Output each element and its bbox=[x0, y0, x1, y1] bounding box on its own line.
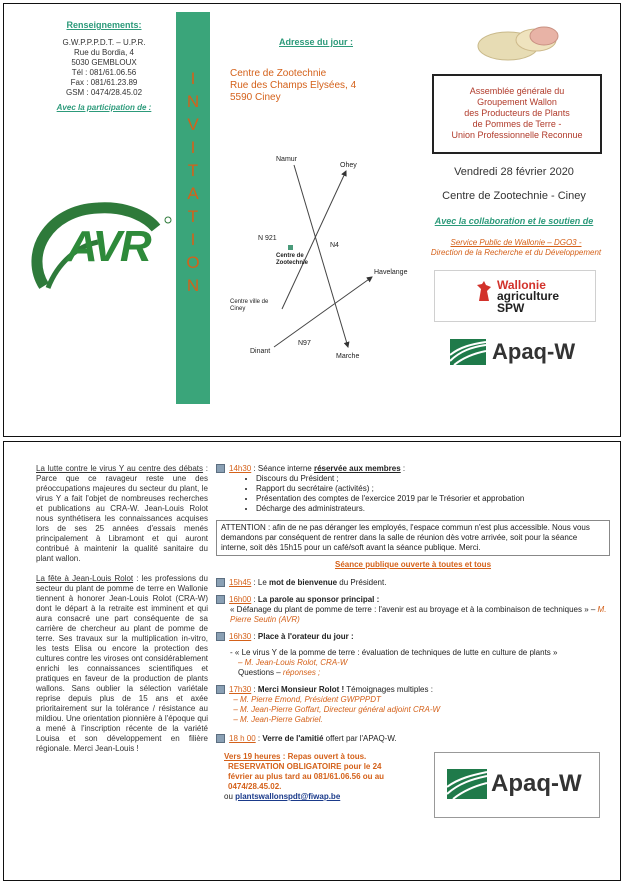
assembly-title-line: Union Professionnelle Reconnue bbox=[451, 130, 583, 140]
contact-block bbox=[34, 20, 174, 113]
left-article bbox=[36, 464, 208, 754]
schedule-text: du Président. bbox=[337, 578, 387, 587]
agenda-item: • Rapport du secrétaire (activités) ; bbox=[256, 484, 610, 494]
potatoes-illustration bbox=[474, 22, 564, 64]
apaq-text-bottom: Apaq-W bbox=[491, 770, 582, 797]
invitation-letter: I bbox=[190, 69, 196, 88]
bullet-icon bbox=[216, 578, 225, 587]
schedule-strong: La parole au sponsor principal : bbox=[257, 595, 380, 604]
address-line: Centre de Zootechnie bbox=[230, 68, 327, 79]
invitation-letter: T bbox=[187, 161, 199, 180]
schedule-text: : Séance interne bbox=[251, 464, 314, 473]
invitation-letter: I bbox=[190, 230, 196, 249]
article-virus-y-title: La lutte contre le virus Y au centre des débats bbox=[36, 464, 204, 473]
schedule-strong: réservée aux membres bbox=[313, 464, 401, 473]
contact-line: Tél : 081/61.06.56 bbox=[71, 68, 137, 77]
testimonials-list bbox=[216, 695, 610, 725]
assembly-title-line: Assemblée générale du bbox=[469, 86, 565, 96]
schedule-item-1430 bbox=[216, 464, 610, 514]
address-heading: Adresse du jour : bbox=[279, 37, 354, 47]
address-line: 5590 Ciney bbox=[230, 92, 281, 103]
apaq-field-icon bbox=[447, 769, 487, 799]
spw-line: Service Public de Wallonie – DGO3 - bbox=[450, 238, 582, 247]
testimonial-item: – M. Jean-Pierre Goffart, Directeur général adjoint CRA-W bbox=[240, 705, 610, 715]
map-label-n4: N4 bbox=[330, 242, 339, 249]
contact-line: Fax : 081/61.23.89 bbox=[70, 78, 138, 87]
schedule-item-1800: 18 h 00 : Verre de l'amitié offert par l'APAQ-W. bbox=[216, 734, 610, 744]
assembly-title-line: des Producteurs de Plants bbox=[464, 108, 570, 118]
invitation-word bbox=[176, 12, 210, 297]
internal-agenda-list bbox=[216, 474, 610, 514]
schedule-text: : Le bbox=[251, 578, 270, 587]
schedule-time: 16h30 bbox=[229, 632, 252, 641]
testimonial-item: – M. Pierre Emond, Président GWPPPDT bbox=[240, 695, 610, 705]
article-rolot-title: La fête à Jean-Louis Rolot bbox=[36, 574, 134, 583]
attention-box: ATTENTION : afin de ne pas déranger les employés, l'espace commun n'est plus accessible. Nous vous demandons par conséquent de rentrer dans la salle de réunion dès votre arrivée, soit pour la séance interne, soit dès 15h15 pour un café/soft avant la séance publique. Merci. bbox=[216, 520, 610, 556]
schedule-item-1630: 16h30 : Place à l'orateur du jour : - « Le virus Y de la pomme de terre : évaluation de techniques de lutte en culture de plants » – M. Jean-Louis Rolot, CRA-W Questions – réponses ; bbox=[216, 632, 610, 678]
spw-label bbox=[418, 238, 614, 258]
map-label-marche: Marche bbox=[336, 353, 360, 360]
assembly-title-line: de Pommes de Terre - bbox=[472, 119, 562, 129]
meal-time: Vers 19 heures bbox=[224, 752, 281, 761]
schedule-time: 17h30 bbox=[229, 685, 252, 694]
agriculture-text: agriculture bbox=[497, 289, 560, 303]
invitation-letter: N bbox=[186, 92, 200, 111]
avr-logo-text: AVR bbox=[66, 222, 150, 271]
avr-logo bbox=[28, 202, 178, 296]
collaboration-label: Avec la collaboration et le soutien de bbox=[434, 216, 594, 226]
map-label-havelange: Havelange bbox=[374, 269, 408, 276]
schedule-strong: mot de bienvenue bbox=[269, 578, 338, 587]
agenda-item: • Discours du Président ; bbox=[256, 474, 610, 484]
contact-heading: Renseignements: bbox=[66, 20, 142, 30]
event-place: Centre de Zootechnie - Ciney bbox=[442, 190, 586, 202]
talk-speaker: – M. Jean-Louis Rolot, CRA-W bbox=[238, 658, 348, 667]
talk-speaker: M. Pierre Seutin (AVR) bbox=[230, 605, 607, 624]
road-n921 bbox=[282, 171, 346, 309]
bullet-icon bbox=[216, 595, 225, 604]
article-virus-y bbox=[36, 464, 208, 564]
dinner-reservation bbox=[216, 752, 404, 802]
invitation-letter: V bbox=[187, 115, 199, 134]
map-label-n97: N97 bbox=[298, 340, 311, 347]
invitation-letter: I bbox=[190, 138, 196, 157]
address-line: Rue des Champs Elysées, 4 bbox=[230, 80, 357, 91]
answers-label: réponses ; bbox=[280, 668, 321, 677]
agenda-item: • Décharge des administrateurs. bbox=[256, 504, 610, 514]
invitation-letter: A bbox=[187, 184, 199, 203]
assembly-title bbox=[434, 76, 600, 141]
schedule-item-1600: 16h00 : La parole au sponsor principal : « Défanage du plant de pomme de terre : l'avenir est au broyage et à la combinaison de techniques » – M. Pierre Seutin (AVR) bbox=[216, 595, 610, 625]
contact-line: Rue du Bordia, 4 bbox=[73, 48, 135, 57]
spw-line: Direction de la Recherche et du Développement bbox=[430, 248, 602, 257]
schedule-strong: Place à l'orateur du jour : bbox=[257, 632, 354, 641]
map-label-dinant: Dinant bbox=[250, 348, 271, 355]
apaq-logo-top bbox=[450, 336, 600, 370]
schedule-time: 14h30 bbox=[229, 464, 252, 473]
article-rolot-body: : les professions du secteur du plant de pomme de terre en Wallonie tiennent à honorer Jean-Louis Rolot (CRA-W) dont le départ à la retraite est imminent et qui aura consacré une part conséquente de sa carrière de chercheur au plant de pomme de terre. Ses travaux sur la multiplication in-vitro, les tests Elisa ou encore la protection des cultures contre les viroses ont considérablement enrichi les connaissances scientifiques et pratiques en faveur de la production de plants wallons. Sans oublier la sélection variétale reprise depuis plus de 15 ans et axée prioritairement sur la tolérance / résistance au mildiou. Une orientation pionnière à l'époque qui a mené à l'inscription récente de la variété Louisa et son développement en filière régionale. Merci Jean-Louis ! bbox=[36, 574, 208, 753]
schedule-time: 18 h 00 bbox=[229, 734, 256, 743]
wallonie-text: Wallonie bbox=[497, 278, 546, 292]
contact-line: 5030 GEMBLOUX bbox=[71, 58, 137, 67]
invitation-letter: T bbox=[187, 207, 199, 226]
schedule-time: 16h00 bbox=[229, 595, 252, 604]
bullet-icon bbox=[216, 632, 225, 641]
invitation-cover bbox=[3, 3, 621, 437]
wallonie-agriculture-logo bbox=[434, 270, 596, 322]
talk-title-text: « Le virus Y de la pomme de terre : évaluation de techniques de lutte en culture de plants » bbox=[234, 648, 558, 657]
schedule-strong: Verre de l'amitié bbox=[262, 734, 324, 743]
map-label-centre: Centre de Zootechnie bbox=[276, 253, 309, 266]
bullet-icon bbox=[216, 685, 225, 694]
potatoes-graphic bbox=[474, 22, 564, 64]
spw-text: SPW bbox=[497, 301, 525, 315]
schedule-text: offert par l'APAQ-W. bbox=[323, 734, 397, 743]
assembly-title-line: Groupement Wallon bbox=[477, 97, 557, 107]
assembly-title-box bbox=[432, 74, 602, 154]
invitation-band bbox=[176, 12, 210, 404]
map-roads bbox=[226, 149, 426, 364]
program-page bbox=[3, 441, 621, 881]
meal-text: : Repas ouvert à tous. bbox=[280, 752, 367, 761]
contact-line: G.W.P.P.P.D.T. – U.P.R. bbox=[62, 38, 146, 47]
access-map bbox=[226, 149, 426, 364]
bullet-icon bbox=[216, 464, 225, 473]
or-label: ou bbox=[224, 792, 236, 801]
schedule-item-1730: 17h30 : Merci Monsieur Rolot ! Témoignages multiples : – M. Pierre Emond, Président GWPPPDT – M. Jean-Pierre Goffart, Directeur général adjoint CRA-W – M. Jean-Pierre Gabriel. bbox=[216, 685, 610, 725]
road-n97 bbox=[274, 277, 372, 347]
talk-title: « Défanage du plant de pomme de terre : l'avenir est au broyage et à la combinaison de techniques » – bbox=[230, 605, 596, 614]
bullet-icon bbox=[216, 734, 225, 743]
map-label-n921: N 921 bbox=[258, 235, 277, 242]
contact-line: GSM : 0474/28.45.02 bbox=[65, 88, 143, 97]
public-session-heading: Séance publique ouverte à toutes et tous bbox=[334, 560, 492, 569]
schedule-text: : bbox=[400, 464, 406, 473]
agenda-item: • Présentation des comptes de l'exercice 2019 par le Trésorier et approbation bbox=[256, 494, 610, 504]
questions-line bbox=[230, 668, 610, 678]
apaq-field-icon bbox=[450, 339, 486, 365]
event-date: Vendredi 28 février 2020 bbox=[454, 166, 574, 178]
invitation-letter: O bbox=[186, 253, 200, 272]
participation-label: Avec la participation de : bbox=[56, 103, 152, 112]
keynote-talk bbox=[216, 648, 610, 678]
map-label-namur: Namur bbox=[276, 156, 298, 163]
article-rolot bbox=[36, 574, 208, 754]
address-block bbox=[230, 68, 356, 104]
invitation-letter: N bbox=[186, 276, 200, 295]
wallonie-rooster-icon bbox=[475, 281, 493, 303]
testimonial-item: – M. Jean-Pierre Gabriel. bbox=[240, 715, 610, 725]
questions-label: Questions – bbox=[238, 668, 281, 677]
reservation-text: RESERVATION OBLIGATOIRE pour le 24 février au plus tard au 081/61.06.56 ou au 0474/28.45.02. bbox=[228, 762, 385, 791]
schedule-time: 15h45 bbox=[229, 578, 252, 587]
sponsor-talk bbox=[216, 605, 610, 625]
schedule-text: Témoignages multiples : bbox=[344, 685, 433, 694]
apaq-logo-bottom bbox=[434, 752, 600, 818]
map-label-ohey: Ohey bbox=[340, 162, 357, 169]
talk-title: - « Le virus Y de la pomme de terre : évaluation de techniques de lutte en culture de plants » bbox=[230, 648, 558, 657]
zootechnie-marker bbox=[288, 245, 293, 250]
map-label-ciney: Centre ville de Ciney bbox=[230, 299, 269, 312]
schedule-strong: Merci Monsieur Rolot ! bbox=[257, 685, 345, 694]
apaq-text-top: Apaq-W bbox=[492, 339, 576, 364]
schedule-item-1545 bbox=[216, 578, 610, 588]
email-link[interactable]: plantswallonspdt@fiwap.be bbox=[235, 792, 341, 801]
article-virus-y-body: : Parce que ce ravageur reste une des préoccupations majeures du secteur du plant, le virus Y a fait l'objet de nombreuses recherches et publications au CRA-W. Jean-Louis Rolot nous synthétisera les connaissances acquises lors de ses 25 années d'essais menés principalement à Libramont et qui auront contribué à maintenir la qualité sanitaire du plant wallon. bbox=[36, 464, 208, 563]
